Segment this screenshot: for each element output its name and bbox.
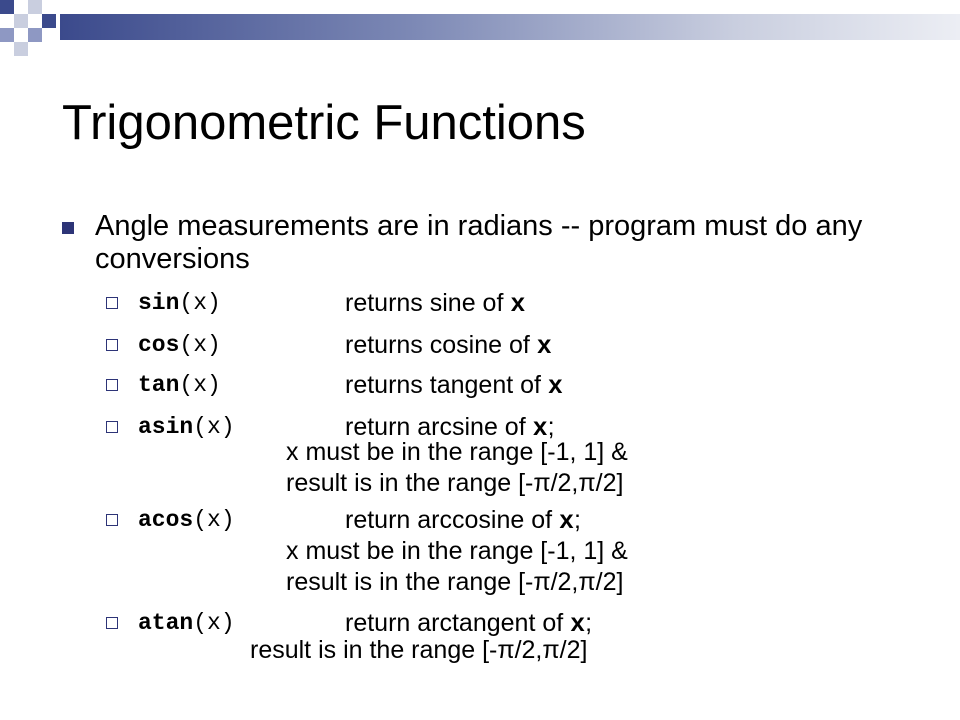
hollow-square-bullet-icon — [106, 297, 118, 309]
decor-square — [14, 14, 28, 28]
header-gradient-bar — [60, 14, 960, 40]
function-name: atan(x) — [138, 610, 235, 636]
range-note: x must be in the range [-1, 1] & — [286, 438, 628, 466]
function-name: acos(x) — [138, 507, 235, 533]
decor-square — [0, 0, 14, 14]
decor-square — [0, 28, 14, 42]
square-bullet-icon — [62, 222, 74, 234]
function-description: returns tangent of x — [345, 371, 563, 401]
function-name: cos(x) — [138, 332, 221, 358]
function-description: returns cosine of x — [345, 331, 552, 361]
hollow-square-bullet-icon — [106, 379, 118, 391]
hollow-square-bullet-icon — [106, 514, 118, 526]
decor-square — [28, 0, 42, 14]
range-note: result is in the range [-π/2,π/2] — [286, 568, 624, 596]
function-description: returns sine of x — [345, 289, 526, 319]
slide-title: Trigonometric Functions — [62, 96, 586, 150]
function-name: sin(x) — [138, 290, 221, 316]
decor-square — [14, 42, 28, 56]
range-note: result is in the range [-π/2,π/2] — [250, 636, 588, 664]
hollow-square-bullet-icon — [106, 421, 118, 433]
function-name: tan(x) — [138, 372, 221, 398]
function-name: asin(x) — [138, 414, 235, 440]
range-note: x must be in the range [-1, 1] & — [286, 537, 628, 565]
function-description: return arctangent of x; — [345, 609, 593, 639]
hollow-square-bullet-icon — [106, 339, 118, 351]
main-bullet-text: Angle measurements are in radians -- program must do any conversions — [95, 210, 863, 275]
function-description: return arcsine of x; — [345, 413, 555, 443]
range-note: result is in the range [-π/2,π/2] — [286, 469, 624, 497]
function-description: return arccosine of x; — [345, 506, 581, 536]
hollow-square-bullet-icon — [106, 617, 118, 629]
decor-square — [42, 14, 56, 28]
decor-square — [28, 28, 42, 42]
header-band — [0, 0, 960, 60]
